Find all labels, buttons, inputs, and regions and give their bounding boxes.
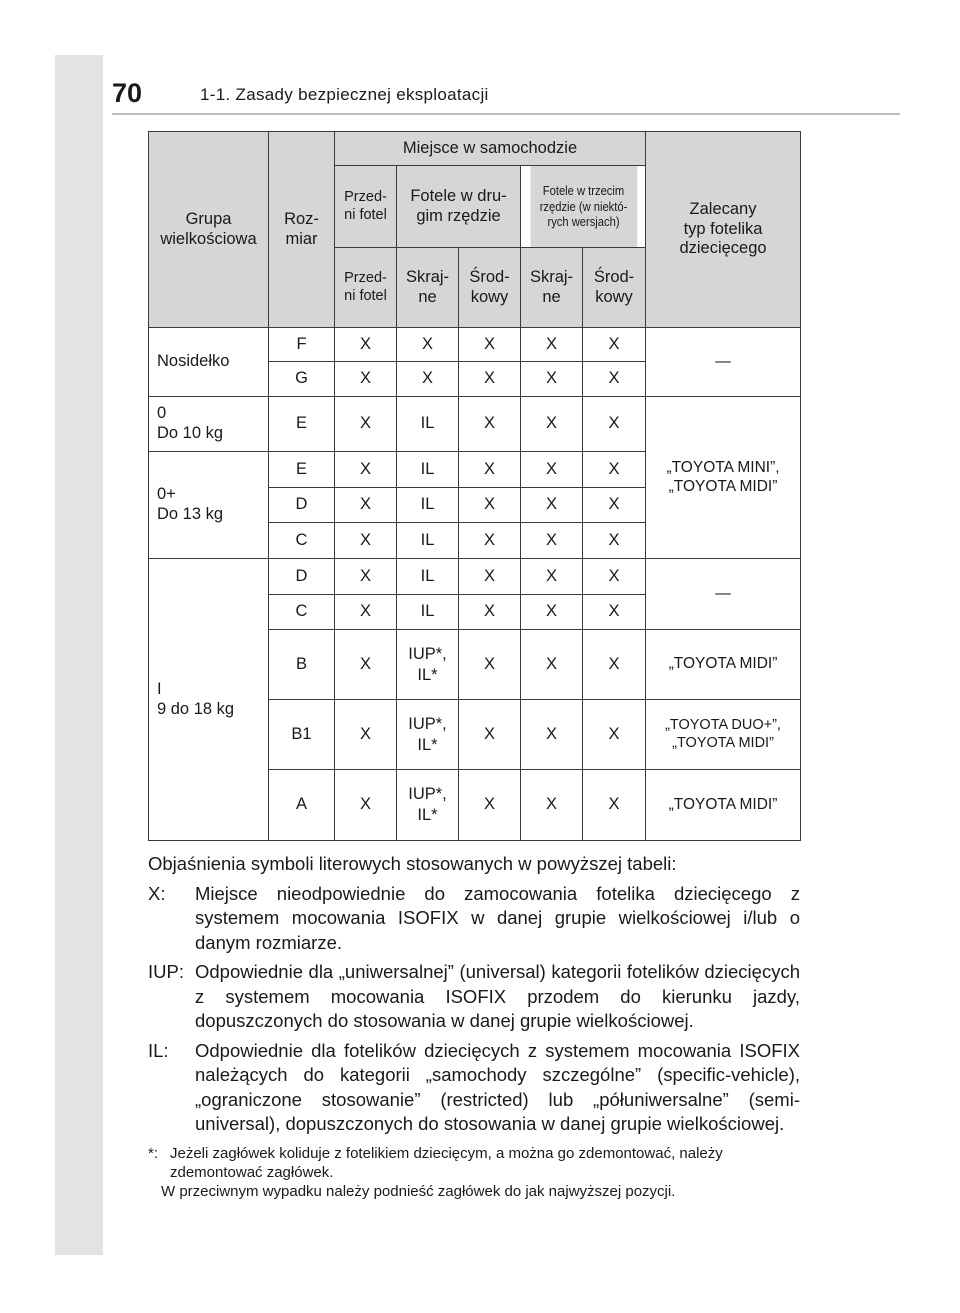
value-cell: IL — [397, 452, 459, 488]
footnote — [148, 1144, 800, 1182]
value-cell: X — [583, 328, 646, 362]
recommendation-cell: — — [646, 328, 801, 397]
header-front-seat-sub: Przed- ni fotel — [335, 248, 397, 328]
size-cell: G — [269, 362, 335, 397]
value-cell: X — [335, 362, 397, 397]
value-cell: X — [521, 452, 583, 488]
value-cell: X — [397, 328, 459, 362]
legend-text: Odpowiednie dla fotelików dziecięcych z systemem mocowania ISOFIX należących do kategorii „samochody szczególne” (specific-vehicle), „ograniczone stosowanie” (restricted) lub „półuniwersalne” (semi-universal), dopuszczonych do stosowania w danej grupie wielkościowej. — [195, 1039, 800, 1134]
size-cell: D — [269, 488, 335, 523]
value-cell: X — [459, 595, 521, 630]
value-cell: X — [521, 488, 583, 523]
header-front-seat: Przed- ni fotel — [335, 166, 397, 248]
recommendation-cell: — — [646, 559, 801, 630]
recommendation-cell: „TOYOTA MIDI” — [646, 770, 801, 841]
value-cell: IL — [397, 523, 459, 559]
value-cell: X — [459, 700, 521, 770]
value-cell: X — [583, 770, 646, 841]
value-cell: X — [397, 362, 459, 397]
value-cell: X — [459, 452, 521, 488]
value-cell: X — [335, 452, 397, 488]
header-second-row: Fotele w dru- gim rzędzie — [397, 166, 521, 248]
size-cell: C — [269, 595, 335, 630]
value-cell: X — [521, 630, 583, 700]
value-cell: X — [583, 362, 646, 397]
value-cell: X — [521, 362, 583, 397]
value-cell: IL — [397, 488, 459, 523]
value-cell: X — [583, 595, 646, 630]
footnote-key: *: — [148, 1144, 159, 1162]
value-cell: X — [583, 488, 646, 523]
value-cell: X — [459, 630, 521, 700]
value-cell: X — [459, 770, 521, 841]
size-cell: B — [269, 630, 335, 700]
group-label: I 9 do 18 kg — [149, 559, 269, 841]
size-cell: E — [269, 452, 335, 488]
legend-key: IUP: — [148, 961, 184, 982]
table-row — [149, 559, 801, 595]
recommendation-cell: „TOYOTA DUO+”, „TOYOTA MIDI” — [646, 700, 801, 770]
value-cell: X — [521, 559, 583, 595]
value-cell: X — [335, 770, 397, 841]
value-cell: IL — [397, 397, 459, 452]
size-cell: E — [269, 397, 335, 452]
value-cell: X — [521, 328, 583, 362]
value-cell: X — [521, 700, 583, 770]
value-cell: X — [335, 700, 397, 770]
legend-text: Miejsce nieodpowiednie do zamocowania fotelika dziecięcego z systemem mocowania ISOFIX w danej grupie wielkościowej i/lub o danym rozmiarze. — [195, 882, 800, 953]
header-outer-2: Skraj- ne — [397, 248, 459, 328]
value-cell: X — [335, 488, 397, 523]
value-cell: X — [335, 328, 397, 362]
value-cell: X — [335, 523, 397, 559]
group-label: 0 Do 10 kg — [149, 397, 269, 452]
legend-item-iup — [148, 960, 800, 1034]
header-rule — [112, 113, 900, 115]
value-cell: X — [459, 328, 521, 362]
value-cell: X — [583, 523, 646, 559]
value-cell: X — [583, 700, 646, 770]
value-cell: X — [459, 523, 521, 559]
value-cell: X — [459, 397, 521, 452]
table-row — [149, 397, 801, 452]
legend-item-x — [148, 882, 800, 956]
isofix-seat-table — [148, 131, 801, 841]
value-cell: X — [335, 397, 397, 452]
legend-intro: Objaśnienia symboli literowych stosowanych w powyższej tabeli: — [148, 853, 677, 874]
value-cell: X — [521, 770, 583, 841]
value-cell: IL — [397, 595, 459, 630]
size-cell: D — [269, 559, 335, 595]
value-cell: X — [521, 595, 583, 630]
value-cell: X — [335, 595, 397, 630]
value-cell: X — [583, 559, 646, 595]
legend-text: Odpowiednie dla „uniwersalnej” (universal) kategorii fotelików dziecięcych z systemem mocowania ISOFIX przodem do kierunku jazdy, dopuszczonych do stosowania w danej grupie wielkościowej. — [195, 961, 800, 1031]
value-cell: IUP*, IL* — [397, 630, 459, 700]
footnote-text: Jeżeli zagłówek koliduje z fotelikiem dziecięcym, a można go zdemontować, należy zdemontować zagłówek. — [170, 1144, 723, 1181]
header-group: Grupa wielkościowa — [149, 132, 269, 328]
header-third-row: Fotele w trzecim rzędzie (w niektó- rych wersjach) — [529, 166, 637, 248]
size-cell: B1 — [269, 700, 335, 770]
legend-key: X: — [148, 882, 166, 904]
value-cell: X — [583, 397, 646, 452]
value-cell: IUP*, IL* — [397, 700, 459, 770]
recommendation-cell: „TOYOTA MINI”, „TOYOTA MIDI” — [646, 397, 801, 559]
table-row — [149, 328, 801, 362]
header-size: Roz- miar — [269, 132, 335, 328]
header-recommended: Zalecany typ fotelika dziecięcego — [646, 132, 801, 328]
value-cell: IUP*, IL* — [397, 770, 459, 841]
legend-key: IL: — [148, 1039, 169, 1061]
value-cell: X — [459, 488, 521, 523]
value-cell: X — [583, 452, 646, 488]
value-cell: X — [459, 559, 521, 595]
header-center-3: Środ- kowy — [583, 248, 646, 328]
value-cell: X — [459, 362, 521, 397]
size-cell: F — [269, 328, 335, 362]
legend-notes — [148, 852, 800, 1201]
header-seating-position: Miejsce w samochodzie — [335, 132, 646, 166]
group-label: Nosidełko — [149, 328, 269, 397]
value-cell: X — [583, 630, 646, 700]
value-cell: X — [521, 523, 583, 559]
group-label: 0+ Do 13 kg — [149, 452, 269, 559]
size-cell: C — [269, 523, 335, 559]
page-number: 70 — [112, 78, 143, 108]
legend-item-il — [148, 1039, 800, 1137]
size-cell: A — [269, 770, 335, 841]
value-cell: IL — [397, 559, 459, 595]
value-cell: X — [521, 397, 583, 452]
side-strip — [55, 55, 103, 1255]
recommendation-cell: „TOYOTA MIDI” — [646, 630, 801, 700]
header-center-2: Środ- kowy — [459, 248, 521, 328]
value-cell: X — [335, 630, 397, 700]
value-cell: X — [335, 559, 397, 595]
header-outer-3: Skraj- ne — [521, 248, 583, 328]
section-title: 1-1. Zasady bezpiecznej eksploatacji — [200, 85, 489, 104]
footnote-extra: W przeciwnym wypadku należy podnieść zagłówek do jak najwyższej pozycji. — [161, 1182, 676, 1200]
